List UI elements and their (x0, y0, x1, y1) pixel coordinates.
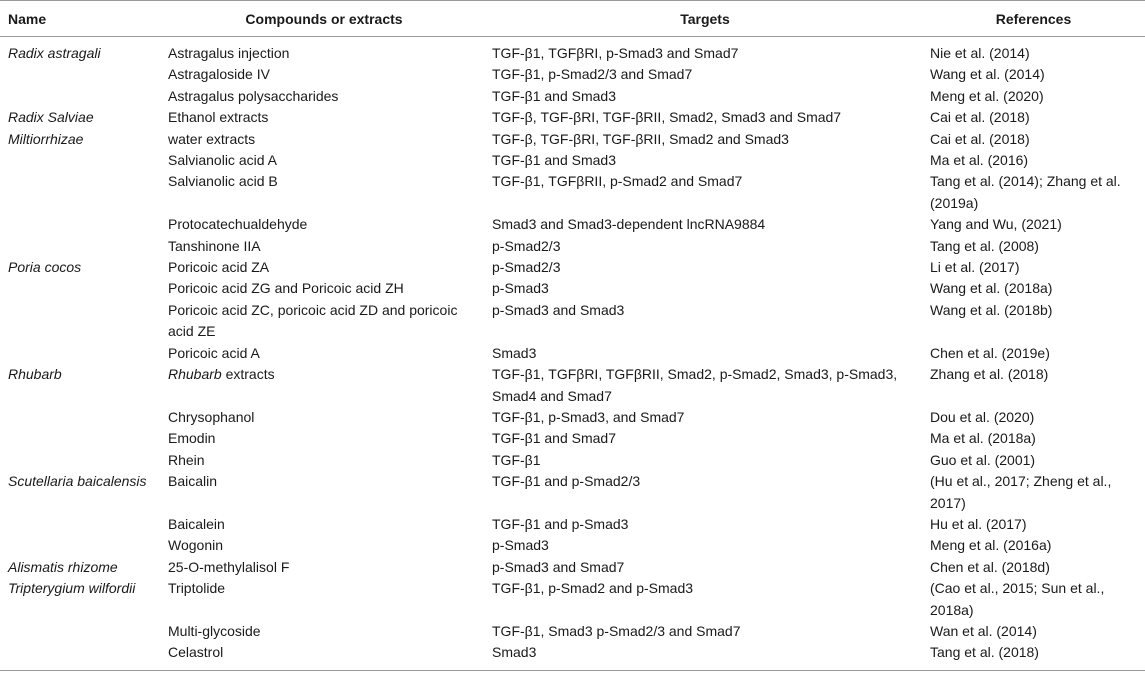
cell-compound: Chrysophanol (168, 408, 255, 425)
header-row (0, 1, 1145, 37)
cell-targets: p-Smad2/3 (492, 237, 561, 254)
cell-reference: (Hu et al., 2017; Zheng et al., 2017) (930, 473, 1112, 511)
cell-targets: TGF-β1, Smad3 p-Smad2/3 and Smad7 (492, 622, 741, 639)
table-row (0, 300, 1145, 343)
cell-reference: Wang et al. (2014) (930, 66, 1045, 83)
cell-compound: Salvianolic acid A (168, 152, 277, 169)
cell-name (0, 343, 160, 364)
table-row (0, 278, 1145, 299)
table-row (0, 171, 1145, 214)
cell-reference: Tang et al. (2008) (930, 237, 1039, 254)
cell-targets: Smad3 (488, 642, 922, 670)
cell-targets: TGF-β1, TGFβRI, p-Smad3 and Smad7 (492, 45, 739, 61)
cell-compound: Protocatechualdehyde (168, 216, 308, 233)
cell-targets: TGF-β1 and Smad3 (492, 87, 616, 104)
table-row (0, 557, 1145, 578)
cell-name (0, 171, 160, 214)
cell-compound: Wogonin (168, 537, 224, 554)
table-row (0, 621, 1145, 642)
cell-compound: Poricoic acid ZC, poricoic acid ZD and poricoic acid ZE (168, 301, 458, 340)
cell-targets: TGF-β1 and p-Smad3 (492, 515, 629, 532)
table-row (0, 471, 1145, 514)
cell-compound: Ethanol extracts (168, 109, 269, 126)
cell-targets: p-Smad2/3 (492, 259, 561, 276)
cell-reference: Cai et al. (2018) (930, 109, 1030, 126)
cell-compound (160, 364, 488, 407)
cell-reference: Tang et al. (2014); Zhang et al. (2019a) (930, 173, 1121, 211)
table-row (0, 343, 1145, 364)
cell-name (0, 621, 160, 642)
cell-targets: TGF-β1 and p-Smad2/3 (492, 473, 641, 490)
cell-name: Poria cocos (8, 259, 82, 276)
table-row (0, 428, 1145, 449)
cell-compound: Celastrol (160, 642, 488, 670)
cell-targets: p-Smad3 and Smad7 (492, 558, 625, 575)
table-row (0, 407, 1145, 428)
compound-italic-part: Rhubarb (168, 366, 222, 383)
cell-targets: TGF-β1, p-Smad2 and p-Smad3 (492, 580, 694, 597)
cell-compound: Astragaloside IV (168, 66, 270, 83)
cell-compound: Rhein (168, 451, 205, 468)
table-row (0, 214, 1145, 235)
table-row (0, 236, 1145, 257)
cell-compound: Triptolide (168, 580, 226, 597)
cell-name: Scutellaria baicalensis (8, 473, 147, 490)
cell-targets: p-Smad3 and Smad3 (492, 301, 625, 318)
cell-reference: Yang and Wu, (2021) (930, 216, 1062, 233)
cell-name: Tripterygium wilfordii (8, 580, 136, 597)
table-row (0, 450, 1145, 471)
cell-reference: Wang et al. (2018a) (930, 280, 1053, 297)
cell-targets: TGF-β1 and Smad3 (492, 152, 616, 169)
cell-targets: p-Smad3 (492, 537, 549, 554)
table-row (0, 86, 1145, 107)
cell-compound: Emodin (168, 430, 216, 447)
cell-reference: Guo et al. (2001) (930, 451, 1036, 468)
table-row (0, 107, 1145, 128)
table-row (0, 257, 1145, 278)
cell-reference: Dou et al. (2020) (930, 408, 1035, 425)
cell-name: Miltiorrhizae (8, 130, 84, 147)
cell-targets: Smad3 and Smad3-dependent lncRNA9884 (492, 216, 766, 233)
table-row (0, 37, 1145, 65)
cell-reference: Wan et al. (2014) (930, 622, 1037, 639)
cell-targets: p-Smad3 (492, 280, 549, 297)
cell-name (0, 278, 160, 299)
cell-compound: water extracts (168, 130, 256, 147)
cell-targets: TGF-β1 and Smad7 (492, 430, 616, 447)
cell-targets: TGF-β1, p-Smad3, and Smad7 (492, 408, 685, 425)
cell-name (0, 64, 160, 85)
header-compounds: Compounds or extracts (160, 1, 488, 37)
compound-text: extracts (221, 366, 275, 383)
cell-targets: TGF-β, TGF-βRI, TGF-βRII, Smad2, Smad3 and Smad7 (492, 109, 842, 126)
table-row (0, 578, 1145, 621)
cell-name (0, 514, 160, 535)
table-row (0, 64, 1145, 85)
table-row (0, 364, 1145, 407)
cell-targets: TGF-β1, TGFβRI, TGFβRII, Smad2, p-Smad2, Smad3, p-Smad3, Smad4 and Smad7 (492, 366, 898, 404)
cell-reference: Hu et al. (2017) (930, 515, 1027, 532)
table-row (0, 150, 1145, 171)
cell-targets: TGF-β1, p-Smad2/3 and Smad7 (492, 66, 693, 83)
cell-name (0, 150, 160, 171)
table-row (0, 642, 1145, 670)
table-row (0, 535, 1145, 556)
cell-compound: Baicalin (168, 473, 218, 490)
cell-name: Radix astragali (8, 45, 101, 61)
cell-reference: Chen et al. (2018d) (930, 558, 1050, 575)
cell-compound: Tanshinone IIA (168, 237, 261, 254)
cell-compound: Salvianolic acid B (168, 173, 278, 190)
cell-name: Rhubarb (8, 366, 62, 383)
cell-name (0, 642, 160, 670)
cell-reference: Zhang et al. (2018) (930, 366, 1049, 383)
cell-compound: Poricoic acid A (168, 344, 260, 361)
cell-compound: Astragalus injection (168, 45, 290, 61)
cell-reference: Meng et al. (2020) (930, 87, 1044, 104)
cell-reference: (Cao et al., 2015; Sun et al., 2018a) (930, 580, 1105, 618)
header-name: Name (0, 1, 160, 37)
cell-name (0, 428, 160, 449)
cell-name (0, 407, 160, 428)
cell-compound: Poricoic acid ZA (168, 259, 270, 276)
cell-compound: 25-O-methylalisol F (168, 558, 290, 575)
cell-reference: Ma et al. (2016) (930, 152, 1029, 169)
cell-compound: Multi-glycoside (168, 622, 261, 639)
cell-targets: TGF-β, TGF-βRI, TGF-βRII, Smad2 and Smad3 (492, 130, 789, 147)
cell-compound: Astragalus polysaccharides (168, 87, 339, 104)
header-references: References (922, 1, 1145, 37)
cell-targets: TGF-β1, TGFβRII, p-Smad2 and Smad7 (492, 173, 743, 190)
table-row (0, 129, 1145, 150)
cell-reference: Tang et al. (2018) (922, 642, 1145, 670)
cell-reference: Meng et al. (2016a) (930, 537, 1052, 554)
cell-reference: Ma et al. (2018a) (930, 430, 1036, 447)
cell-compound: Poricoic acid ZG and Poricoic acid ZH (168, 280, 404, 297)
cell-reference: Nie et al. (2014) (930, 45, 1030, 61)
cell-reference: Cai et al. (2018) (930, 130, 1030, 147)
cell-name (0, 300, 160, 343)
cell-targets: TGF-β1 (492, 451, 541, 468)
cell-name: Alismatis rhizome (8, 558, 118, 575)
cell-name (0, 214, 160, 235)
header-targets: Targets (488, 1, 922, 37)
cell-name (0, 236, 160, 257)
cell-reference: Li et al. (2017) (930, 259, 1020, 276)
cell-name (0, 450, 160, 471)
cell-targets: Smad3 (492, 344, 537, 361)
cell-compound: Baicalein (168, 515, 225, 532)
table-row (0, 514, 1145, 535)
cell-reference: Chen et al. (2019e) (930, 344, 1050, 361)
cell-name (0, 535, 160, 556)
cell-reference: Wang et al. (2018b) (930, 301, 1053, 318)
cell-name (0, 86, 160, 107)
cell-name: Radix Salviae (8, 109, 94, 126)
